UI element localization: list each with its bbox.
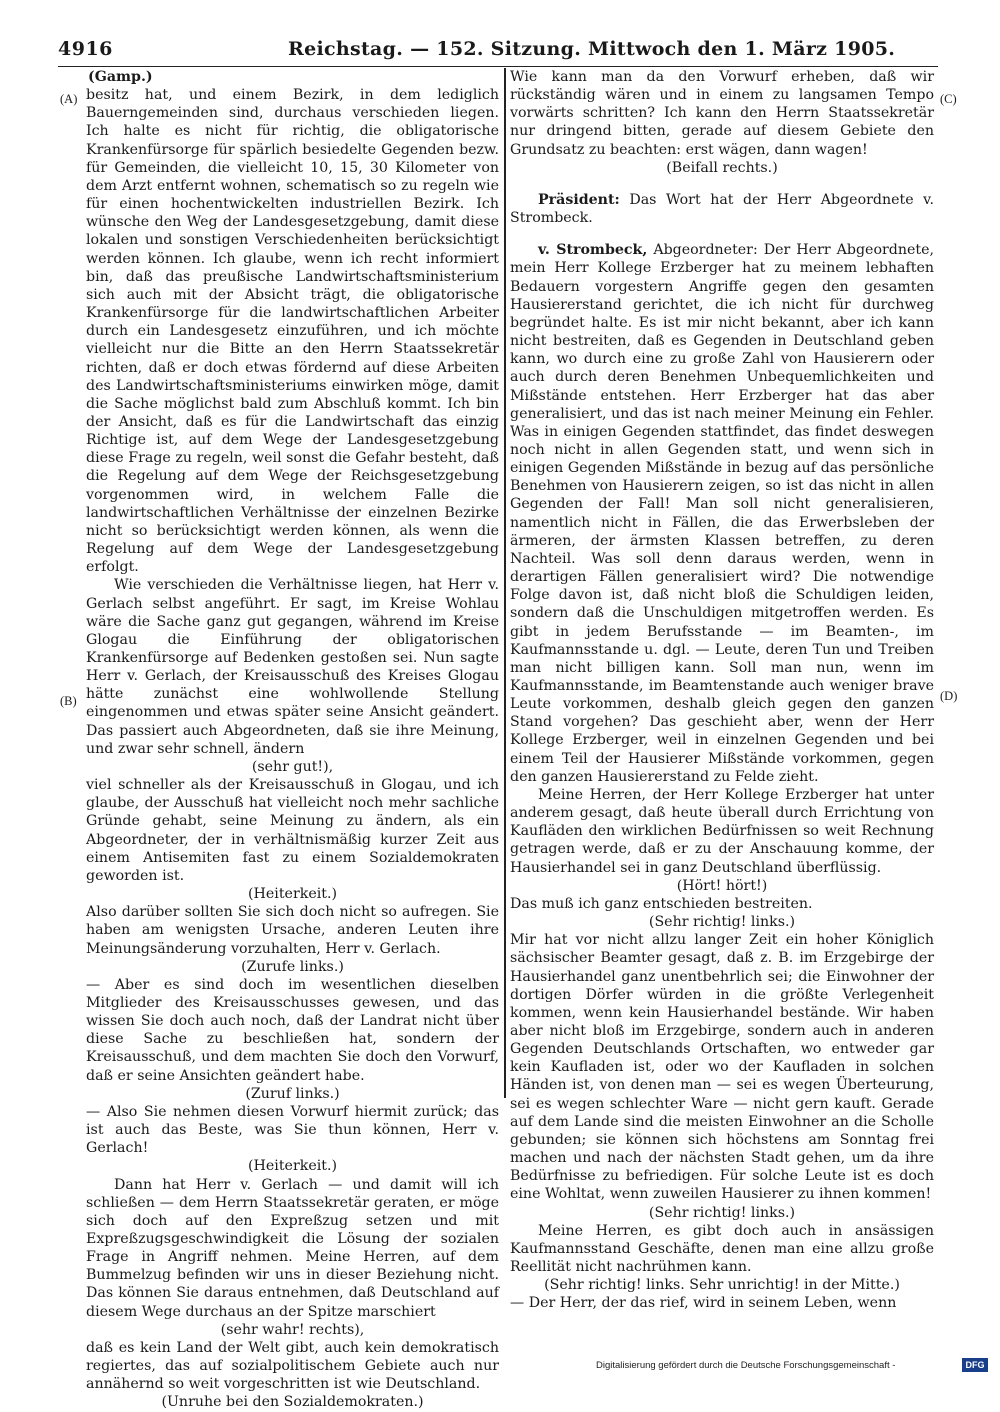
paragraph: Also darüber sollten Sie sich doch nicht so aufregen. Sie haben am wenigsten Ursache, anderen Leuten ihre Meinungsänderung vorzuhalten, Herr v. Gerlach. <box>86 904 499 957</box>
paragraph: — Der Herr, der das rief, wird in seinem Leben, wenn <box>510 1295 897 1312</box>
paragraph: Wie verschieden die Verhältnisse liegen, hat Herr v. Gerlach selbst angeführt. Er sagt, im Kreise Wohlau wäre die Sache ganz gut gegangen, während im Kreise Glogau die Einführung der obligatorischen Krankenfürsorge auf Bedenken gestoßen sei. Nun sagte Herr v. Gerlach, der Kreisausschuß des Kreises Glogau hätte zunächst eine wohlwollende Stellung eingenommen und etwas später seine Ansicht geändert. Das passiert auch Abgeordneten, daß sie ihre Meinung, und zwar sehr schnell, ändern <box>86 577 499 757</box>
president-label: Präsident: <box>538 191 620 208</box>
paragraph: besitz hat, und einem Bezirk, in dem lediglich Bauerngemeinden sind, durchaus verschieden liegen. Ich halte es nicht für richtig, die obligatorische Krankenfürsorge für spärlich besiedelte Gegenden bezw. für Gemeinden, die vielleicht 10, 15, 30 Kilometer von dem Arzt entfernt wohnen, schematisch so zu regeln wie für einen hochentwickelten industriellen Bezirk. Ich wünsche den Weg der Landesgesetzgebung, damit diese lokalen und sonstigen Verschiedenheiten berücksichtigt werden können. Ich glaube, wenn ich recht informiert bin, daß das preußische Landwirtschaftsministerium sich auch mit der Absicht trägt, die obligatorische Krankenfürsorge für die landwirtschaftlichen Arbeiter durch ein Landesgesetz einzuführen, und ich möchte vielleicht nur die Bitte an den Herrn Staatssekretär richten, daß er doch etwas fördernd auf diese Arbeiten des Landwirtschaftsministeriums einwirken möge, damit die Sache möglichst bald zum Abschluß kommt. Ich bin der Ansicht, daß es für die Landwirtschaft das einzig Richtige ist, auf dem Wege der Landesgesetzgebung diese Frage zu regeln, weil sonst die Gefahr besteht, daß die Regelung auf dem Wege der Reichsgesetzgebung vorgenommen wird, in welchem Falle die landwirtschaftlichen Verhältnisse der einzelnen Bezirke nicht so berücksichtigt werden können, als wenn die Regelung auf dem Wege der Landesgesetzgebung erfolgt. <box>86 87 499 576</box>
spacer <box>510 177 934 191</box>
column-rule <box>504 68 506 1098</box>
paragraph: — Also Sie nehmen diesen Vorwurf hiermit zurück; das ist auch das Beste, was Sie thun können, Herr v. Gerlach! <box>86 1103 499 1157</box>
paragraph: Das muß ich ganz entschieden bestreiten. <box>510 895 813 912</box>
paragraph: Dann hat Herr v. Gerlach — und damit will ich schließen — dem Herrn Staatssekretär geraten, er möge sich doch auf den Expreßzug setzen und mit Expreßzugsgeschwindigkeit die Lösung der sozialen Frage in Angriff nehmen. Meine Herren, auf dem Bummelzug befinden wir uns in dieser Beziehung nicht. Das können Sie daraus entnehmen, daß Deutschland auf diesem Wege durchaus an der Spitze marschiert <box>86 1176 499 1320</box>
page-number: 4916 <box>58 38 113 60</box>
president-paragraph <box>510 191 934 227</box>
paragraph: daß es kein Land der Welt gibt, auch kein demokratisch regiertes, das auf sozialpolitischem Gebiete auch nur annähernd so weit vorgeschritten ist wie Deutschland. <box>86 1339 499 1393</box>
paragraph: — Aber es sind doch im wesentlichen dieselben Mitglieder des Kreisausschusses gewesen, und das wissen Sie doch auch noch, daß der Landrat nicht über diese Sache zu beschließen hat, sondern der Kreisausschuß, und dem machten Sie doch den Vorwurf, daß er seine Ansichten geändert habe. <box>86 976 499 1084</box>
interjection: (Unruhe bei den Sozialdemokraten.) <box>161 1394 424 1411</box>
interjection: (Hört! hört!) <box>676 877 768 894</box>
margin-letter-b: (B) <box>60 694 77 708</box>
speaker-tag: (Gamp.) <box>88 69 153 85</box>
interjection: (Sehr richtig! links. Sehr unrichtig! in der Mitte.) <box>544 1277 900 1294</box>
speaker-text: Abgeordneter: Der Herr Abgeordnete, mein Herr Kollege Erzberger hat zu meinem lebhaften Bedauern vorgestern Angriffe gegen den gesamten Hausiererstand gerichtet, die ich nicht für durchweg begründet halte. Es ist mir nicht bekannt, aber ich kann nicht bestreiten, daß es Gegenden in Deutschland geben kann, wo durch eine zu große Zahl von Hausierern oder auch durch deren Benehmen Unbequemlichkeiten und Mißstände entstehen. Herr Erzberger hat das aber generalisiert, und das ist nach meiner Meinung ein Fehler. Was in einigen Gegenden stattfindet, das findet deswegen noch nicht in allen Gegenden statt, und wenn sich in einigen Gegenden Mißstände in bezug auf das persönliche Benehmen von Hausierern zeigen, so ist das nicht in allen Gegenden der Fall! Man soll nicht generalisieren, namentlich nicht in Fällen, die das Erwerbsleben der ärmeren, der ärmsten Klassen betreffen, zu deren Nachteil. Was soll denn daraus werden, wenn in derartigen Fällen generalisiert wird? Die notwendige Folge davon ist, daß nicht bloß die Schuldigen leiden, sondern daß die Unschuldigen mitgetroffen werden. Es gibt in jedem Berufsstande — im Beamten-, im Kaufmannsstande u. dgl. — Leute, deren Tun und Treiben man nicht billigen kann. Soll man nun, wenn im Kaufmannsstande, im Beamtenstande auch weniger brave Leute vorkommen, deshalb gleich gegen den ganzen Stand vorgehen? Das geschieht aber, wenn der Herr Kollege Erzberger, weil in einzelnen Gegenden und bei einem Teil der Hausierer Mißstände vorkommen, gegen den ganzen Hausiererstand zu Felde zieht. <box>510 242 934 785</box>
interjection: (sehr wahr! rechts), <box>220 1321 365 1338</box>
interjection: (Zurufe links.) <box>241 958 344 975</box>
dfg-logo: DFG <box>962 1358 988 1372</box>
paragraph: Meine Herren, der Herr Kollege Erzberger hat unter anderem gesagt, daß heute überall durch Errichtung von Kaufläden den wirklichen Bedürfnissen so weit Rechnung getragen werde, daß er zu der Anschauung komme, der Hausierhandel sei in ganz Deutschland überflüssig. <box>510 786 934 876</box>
interjection: (Sehr richtig! links.) <box>648 1204 796 1221</box>
president-text: Das Wort hat der Herr Abgeordnete v. Strombeck. <box>510 191 934 227</box>
interjection: (Zuruf links.) <box>245 1085 340 1102</box>
margin-letter-c: (C) <box>940 92 957 106</box>
page-header <box>58 38 938 64</box>
margin-letter-a: (A) <box>60 92 78 106</box>
interjection: (sehr gut!), <box>251 758 334 775</box>
running-head: Reichstag. — 152. Sitzung. Mittwoch den 1. März 1905. <box>288 38 896 60</box>
left-column <box>86 68 499 1412</box>
margin-letter-d: (D) <box>940 689 958 703</box>
interjection: (Beifall rechts.) <box>666 159 778 176</box>
right-column <box>510 68 934 1312</box>
header-rule <box>58 66 938 67</box>
interjection: (Heiterkeit.) <box>248 1158 337 1175</box>
paragraph: Mir hat vor nicht allzu langer Zeit ein hoher Königlich sächsischer Beamter gesagt, daß z. B. im Erzgebirge der Hausierhandel ganz unentbehrlich sei; die Einwohner der dortigen Dörfer würden in die größte Verlegenheit kommen, wenn kein Hausierhandel bestände. Wir haben aber nicht bloß im Erzgebirge, sondern auch in anderen Gegenden Deutschlands Ortschaften, wo entweder gar kein Kaufladen ist, oder wo der Kaufladen in solchen Händen ist, von denen man — sei es wegen Überteurung, sei es wegen schlechter Ware — nicht gern kauft. Gerade auf dem Lande sind die meisten Einwohner an die Scholle gebunden; sie können sich höchstens am Sonntag frei machen und nach der nächsten Stadt gehen, um da ihre Bedürfnisse zu befriedigen. Für solche Leute ist es doch eine Wohltat, wenn zuweilen Hausierer zu ihnen kommen! <box>510 932 934 1203</box>
interjection: (Sehr richtig! links.) <box>648 914 796 931</box>
speaker-label: v. Strombeck, <box>538 242 648 259</box>
paragraph: Meine Herren, es gibt doch auch in ansässigen Kaufmannsstand Geschäfte, denen man eine allzu große Reellität nicht nachrühmen kann. <box>510 1222 934 1275</box>
footer-credit: Digitalisierung gefördert durch die Deutsche Forschungsgemeinschaft - <box>596 1360 896 1371</box>
paragraph: viel schneller als der Kreisausschuß in Glogau, und ich glaube, der Ausschuß hat vielleicht noch mehr sachliche Gründe gehabt, seine Meinung zu ändern, als ein Abgeordneter, der in verhältnismäßig kurzer Zeit aus einem Antisemiten fast zu einem Sozialdemokraten geworden ist. <box>86 777 499 884</box>
speaker-paragraph <box>510 241 934 786</box>
interjection: (Heiterkeit.) <box>248 886 337 903</box>
spacer <box>510 227 934 241</box>
paragraph: Wie kann man da den Vorwurf erheben, daß wir rückständig wären und in einem zu langsamen Tempo vorwärts schritten? Ich kann den Herrn Staatssekretär nur dringend bitten, gerade auf diesem Gebiete den Grundsatz zu beachten: erst wägen, dann wagen! <box>510 69 934 158</box>
